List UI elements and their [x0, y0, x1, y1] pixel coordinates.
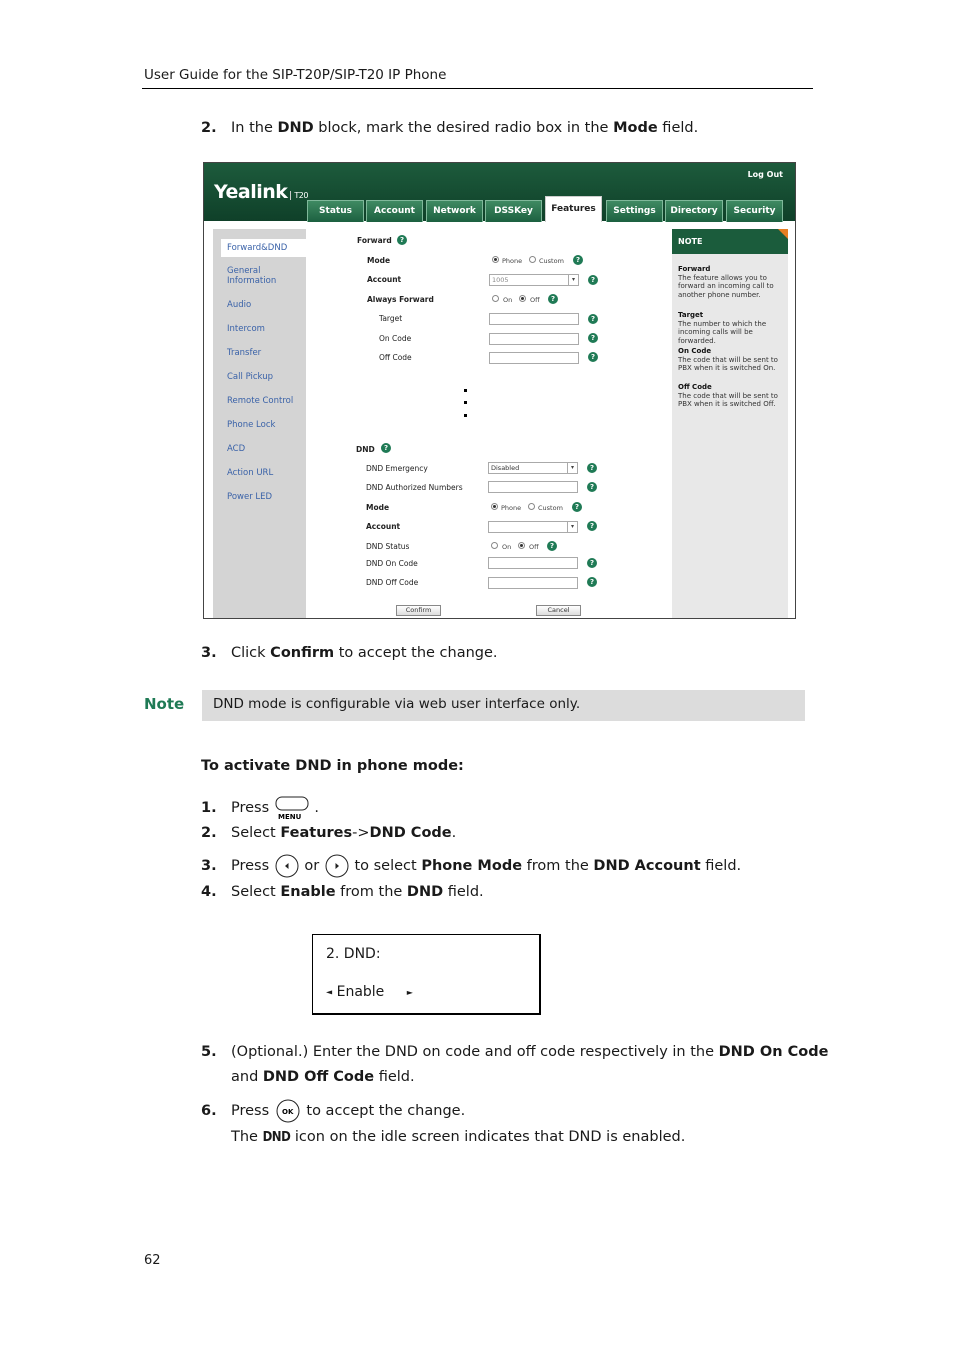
- forward-section-title: Forward: [357, 236, 392, 245]
- tab-features[interactable]: Features: [545, 196, 602, 222]
- header-rule: [142, 88, 813, 89]
- forward-mode-label: Mode: [367, 256, 391, 265]
- note-panel-title: NOTE: [672, 229, 788, 254]
- note-item-on-code: On Code The code that will be sent to PBX when it is switched On.: [678, 347, 778, 372]
- dnd-status-label: DND Status: [366, 542, 410, 551]
- help-icon[interactable]: ?: [573, 255, 583, 265]
- nav-acd[interactable]: ACD: [227, 444, 246, 454]
- dnd-mode-label: Mode: [366, 503, 390, 512]
- forward-mode-phone-radio[interactable]: [492, 256, 499, 263]
- dnd-mode-phone-label: Phone: [501, 504, 522, 512]
- help-icon[interactable]: ?: [547, 541, 557, 551]
- nav-call-pickup[interactable]: Call Pickup: [227, 372, 273, 382]
- help-icon[interactable]: ?: [588, 314, 598, 324]
- nav-forward-dnd[interactable]: Forward&DND: [221, 239, 309, 257]
- off-code-input[interactable]: [489, 352, 579, 364]
- running-header: User Guide for the SIP-T20P/SIP-T20 IP Phone: [144, 67, 447, 83]
- nav-phone-lock[interactable]: Phone Lock: [227, 420, 276, 430]
- dnd-status-icon: DND: [262, 1130, 291, 1145]
- left-navigation-key-icon: [274, 854, 300, 878]
- right-navigation-key-icon: [324, 854, 350, 878]
- help-icon[interactable]: ?: [587, 521, 597, 531]
- confirm-button[interactable]: Confirm: [396, 605, 441, 616]
- help-icon[interactable]: ?: [588, 275, 598, 285]
- dnd-mode-custom-label: Custom: [538, 504, 563, 512]
- step-3-confirm: 3. Click Confirm to accept the change.: [201, 645, 498, 661]
- left-arrow-icon: ◄: [326, 987, 333, 997]
- note-item-off-code: Off Code The code that will be sent to PBX when it is switched Off.: [678, 383, 778, 408]
- lcd-line-1: 2. DND:: [326, 946, 381, 962]
- forward-mode-phone-label: Phone: [502, 257, 523, 265]
- dnd-status-off-label: Off: [529, 543, 539, 551]
- help-icon[interactable]: ?: [572, 502, 582, 512]
- help-icon[interactable]: ?: [587, 577, 597, 587]
- dnd-authorized-input[interactable]: [488, 481, 578, 493]
- step-number: 2.: [201, 120, 217, 136]
- dnd-off-code-label: DND Off Code: [366, 578, 419, 587]
- lcd-screen: [312, 934, 541, 1015]
- cancel-button[interactable]: Cancel: [536, 605, 581, 616]
- phone-step-1: 1. Press MENU .: [201, 795, 319, 821]
- always-forward-off-radio[interactable]: [519, 295, 526, 302]
- ellipsis-dot: [464, 414, 467, 417]
- help-icon[interactable]: ?: [381, 443, 391, 453]
- dnd-status-on-radio[interactable]: [491, 542, 498, 549]
- target-input[interactable]: [489, 313, 579, 325]
- yealink-logo: Yealink T20: [214, 181, 308, 203]
- ellipsis-dot: [464, 389, 467, 392]
- chevron-down-icon: ▾: [567, 463, 577, 473]
- help-icon[interactable]: ?: [588, 352, 598, 362]
- on-code-input[interactable]: [489, 333, 579, 345]
- forward-mode-custom-radio[interactable]: [529, 256, 536, 263]
- settings-form: [310, 225, 667, 618]
- svg-text:OK: OK: [281, 1108, 294, 1116]
- dnd-section-title: DND: [356, 445, 375, 454]
- step-5-optional: 5. (Optional.) Enter the DND on code and off code respectively in the DND On Code: [201, 1044, 829, 1060]
- dnd-on-code-label: DND On Code: [366, 559, 418, 568]
- always-forward-on-label: On: [503, 296, 513, 304]
- logout-link[interactable]: Log Out: [747, 170, 783, 179]
- always-forward-on-radio[interactable]: [492, 295, 499, 302]
- help-icon[interactable]: ?: [397, 235, 407, 245]
- lcd-value: Enable: [336, 984, 385, 1000]
- corner-fold-icon: [778, 229, 788, 239]
- dnd-account-select[interactable]: [488, 521, 578, 533]
- step-5-continued: and DND Off Code field.: [231, 1069, 415, 1085]
- help-icon[interactable]: ?: [588, 333, 598, 343]
- always-forward-label: Always Forward: [367, 295, 434, 304]
- note-text: DND mode is configurable via web user interface only.: [202, 690, 805, 721]
- chevron-down-icon: ▾: [568, 275, 578, 285]
- nav-remote-control[interactable]: Remote Control: [227, 396, 294, 406]
- nav-general-information[interactable]: General Information: [227, 266, 277, 286]
- subheading: To activate DND in phone mode:: [201, 758, 464, 774]
- left-nav: [213, 229, 306, 618]
- tab-dsskey[interactable]: DSSKey: [485, 200, 542, 222]
- target-label: Target: [379, 314, 403, 323]
- dnd-status-on-label: On: [502, 543, 512, 551]
- dnd-account-label: Account: [366, 522, 401, 531]
- dnd-off-code-input[interactable]: [488, 577, 578, 589]
- tab-status[interactable]: Status: [307, 200, 364, 222]
- nav-transfer[interactable]: Transfer: [227, 348, 262, 358]
- tab-account[interactable]: Account: [366, 200, 423, 222]
- nav-audio[interactable]: Audio: [227, 300, 252, 310]
- phone-step-2: 2. Select Features->DND Code.: [201, 825, 457, 841]
- tab-directory[interactable]: Directory: [665, 200, 723, 222]
- dnd-mode-phone-radio[interactable]: [491, 503, 498, 510]
- help-icon[interactable]: ?: [548, 294, 558, 304]
- always-forward-off-label: Off: [530, 296, 540, 304]
- nav-power-led[interactable]: Power LED: [227, 492, 273, 502]
- phone-step-3: 3. Press or to select Phone Mode from the DND Account field.: [201, 854, 741, 878]
- dnd-emergency-select[interactable]: Disabled ▾: [488, 462, 578, 474]
- dnd-on-code-input[interactable]: [488, 557, 578, 569]
- page-number: 62: [144, 1253, 161, 1268]
- off-code-label: Off Code: [379, 353, 412, 362]
- ellipsis-dot: [464, 401, 467, 404]
- step-2-mode: 2. In the DND block, mark the desired radio box in the Mode field.: [201, 120, 699, 136]
- tab-security[interactable]: Security: [726, 200, 783, 222]
- menu-key-icon: [274, 795, 310, 821]
- dnd-mode-custom-radio[interactable]: [528, 503, 535, 510]
- forward-account-label: Account: [367, 275, 402, 284]
- note-item-target: Target The number to which the incoming calls will be forwarded.: [678, 311, 767, 345]
- nav-intercom[interactable]: Intercom: [227, 324, 265, 334]
- lcd-line-2: [326, 984, 413, 1000]
- right-arrow-icon: ►: [406, 987, 413, 997]
- note-item-forward: Forward The feature allows you to forward an incoming call to another phone number.: [678, 265, 774, 299]
- web-ui-screenshot: [203, 162, 796, 619]
- dnd-authorized-label: DND Authorized Numbers: [366, 483, 463, 492]
- note-panel: [672, 229, 788, 618]
- forward-account-select[interactable]: 1005 ▾: [489, 274, 579, 286]
- help-icon[interactable]: ?: [587, 463, 597, 473]
- tab-network[interactable]: Network: [426, 200, 483, 222]
- note-label: Note: [144, 695, 185, 713]
- ok-key-icon: [274, 1099, 302, 1123]
- step-6-press-ok: 6. Press OK to accept the change.: [201, 1099, 465, 1123]
- nav-action-url[interactable]: Action URL: [227, 468, 274, 478]
- dnd-status-off-radio[interactable]: [518, 542, 525, 549]
- phone-step-4: 4. Select Enable from the DND field.: [201, 884, 484, 900]
- tab-settings[interactable]: Settings: [606, 200, 663, 222]
- chevron-down-icon: ▾: [567, 522, 577, 532]
- on-code-label: On Code: [379, 334, 412, 343]
- help-icon[interactable]: ?: [587, 482, 597, 492]
- forward-mode-custom-label: Custom: [539, 257, 564, 265]
- dnd-emergency-label: DND Emergency: [366, 464, 428, 473]
- svg-text:MENU: MENU: [277, 813, 302, 821]
- final-note: The DND icon on the idle screen indicates that DND is enabled.: [231, 1129, 686, 1145]
- help-icon[interactable]: ?: [587, 558, 597, 568]
